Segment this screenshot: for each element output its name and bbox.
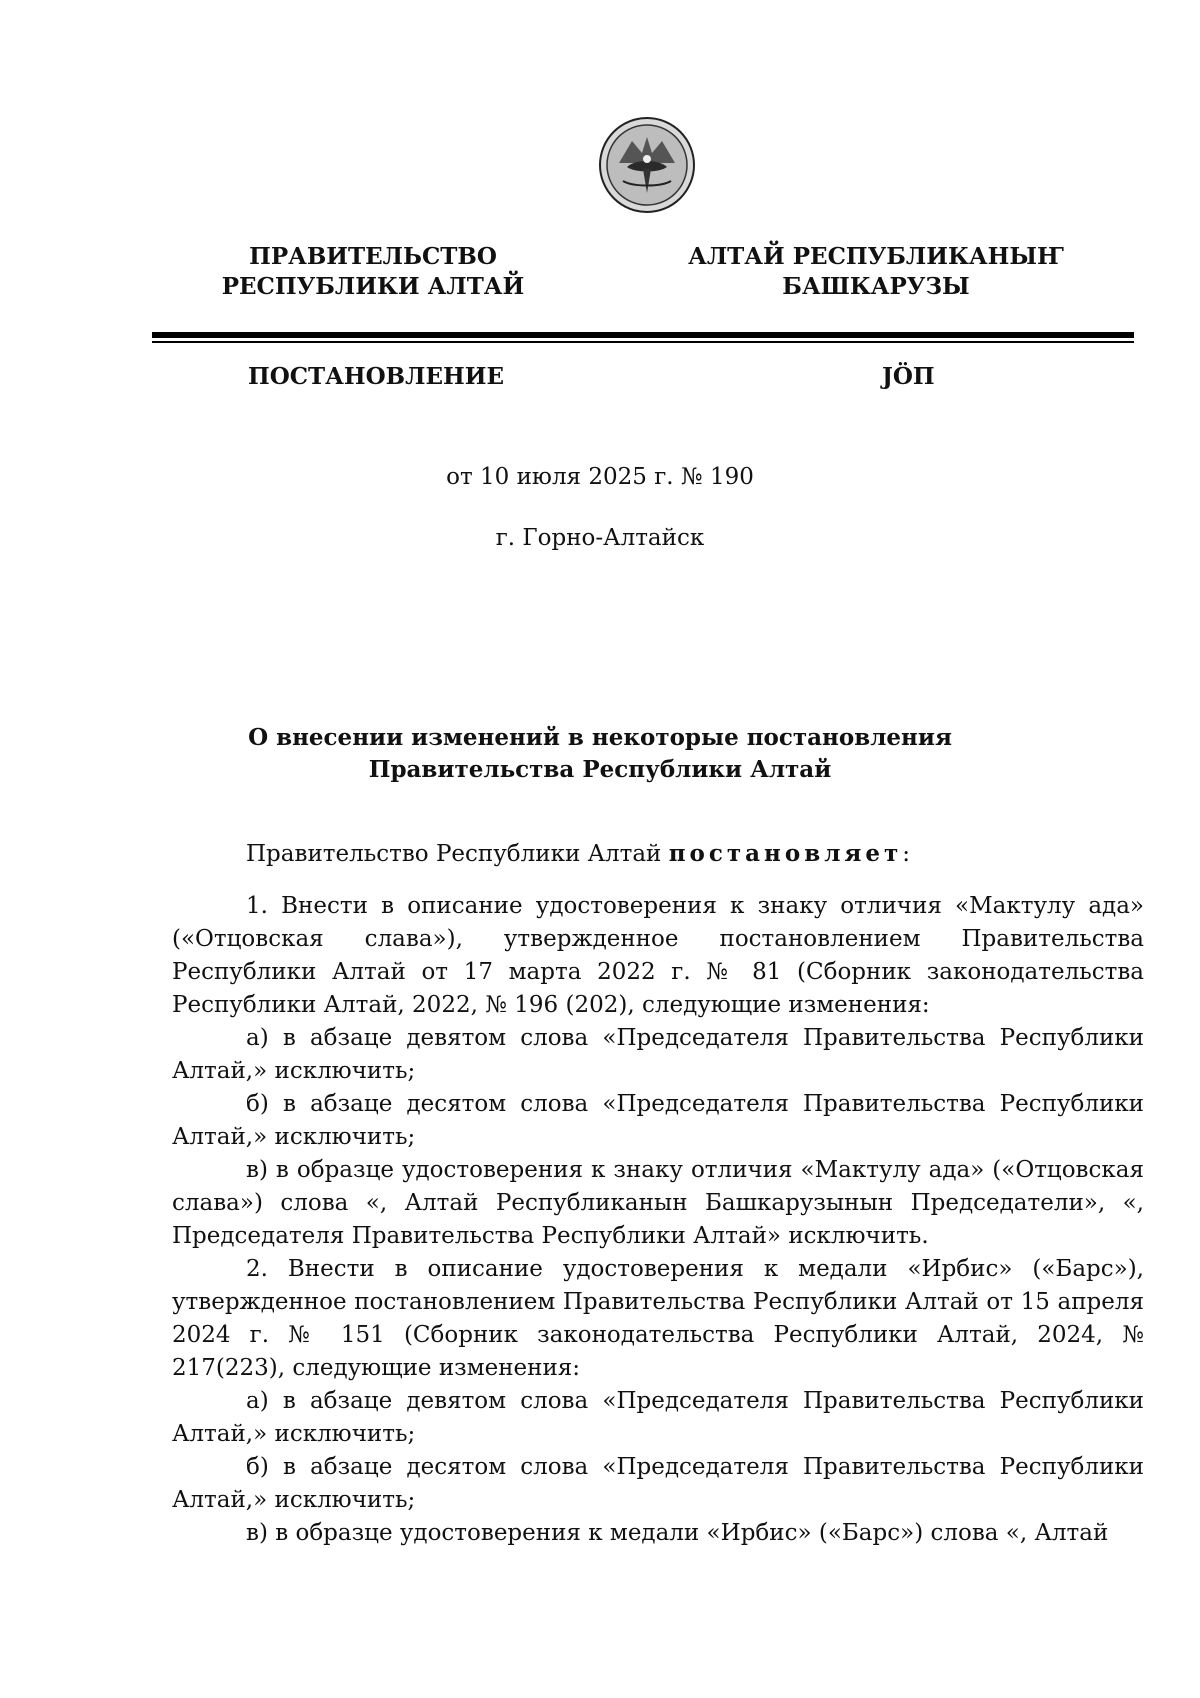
decree-body (172, 890, 1144, 1550)
preamble-verb: постановляет (668, 840, 903, 867)
paragraph-1c: в) в образце удостоверения к знаку отличия «Мактулу ада» («Отцовская слава») слова «, Алтай Республиканын Башкарузынын Председатели», «, Председателя Правительства Республики Алтай» исключить. (172, 1157, 1144, 1249)
header-divider-thin (152, 341, 1134, 343)
header-left (173, 242, 573, 302)
header-left-line1: ПРАВИТЕЛЬСТВО (249, 243, 497, 270)
doc-type-altai: ЈÖП (882, 363, 935, 390)
doc-type-russian: ПОСТАНОВЛЕНИЕ (248, 363, 504, 390)
header-right (676, 242, 1076, 302)
header-divider-thick (152, 332, 1134, 338)
header-right-line2: БАШКАРУЗЫ (782, 273, 970, 300)
preamble (246, 839, 910, 869)
preamble-tail: : (902, 841, 911, 867)
paragraph-2a: а) в абзаце девятом слова «Председателя Правительства Республики Алтай,» исключить; (172, 1388, 1144, 1447)
decree-city: г. Горно-Алтайск (495, 525, 705, 551)
decree-date-number: от 10 июля 2025 г. № 190 (446, 464, 754, 490)
paragraph-1: 1. Внести в описание удостоверения к знаку отличия «Мактулу ада» («Отцовская слава»), утвержденное постановлением Правительства Республики Алтай от 17 марта 2022 г. № 81 (Сборник законодательства Республики Алтай, 2022, № 196 (202), следующие изменения: (172, 893, 1144, 1018)
paragraph-1a: а) в абзаце девятом слова «Председателя Правительства Республики Алтай,» исключить; (172, 1025, 1144, 1084)
paragraph-1b: б) в абзаце десятом слова «Председателя Правительства Республики Алтай,» исключить; (172, 1091, 1144, 1150)
paragraph-2c: в) в образце удостоверения к медали «Ирбис» («Барс») слова «, Алтай (246, 1520, 1109, 1546)
header-right-line1: АЛТАЙ РЕСПУБЛИКАНЫҤ (688, 243, 1064, 270)
preamble-subject: Правительство Республики Алтай (246, 841, 669, 867)
coat-of-arms-icon (597, 115, 697, 215)
decree-title (200, 722, 1000, 786)
decree-title-line2: Правительства Республики Алтай (368, 756, 832, 783)
decree-title-line1: О внесении изменений в некоторые постановления (248, 724, 952, 751)
header-left-line2: РЕСПУБЛИКИ АЛТАЙ (221, 273, 525, 300)
paragraph-2b: б) в абзаце десятом слова «Председателя Правительства Республики Алтай,» исключить; (172, 1454, 1144, 1513)
paragraph-2: 2. Внести в описание удостоверения к медали «Ирбис» («Барс»), утвержденное постановлением Правительства Республики Алтай от 15 апреля 2024 г. № 151 (Сборник законодательства Республики Алтай, 2024, № 217(223), следующие изменения: (172, 1256, 1144, 1381)
